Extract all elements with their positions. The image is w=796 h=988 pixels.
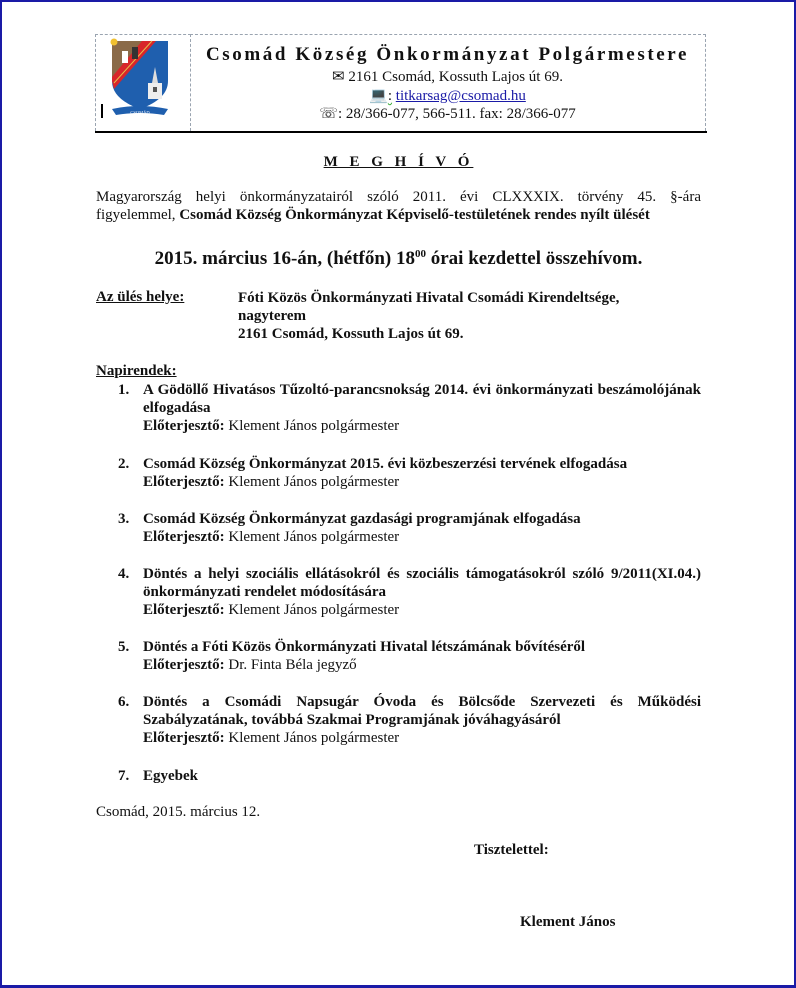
date-before: 2015. március 16-án, (hétfőn) 18 xyxy=(154,248,415,269)
email-colon: : xyxy=(387,88,393,104)
agenda-presenter xyxy=(143,601,701,619)
agenda-number: 4. xyxy=(118,566,130,582)
presenter-name: Klement János polgármester xyxy=(228,602,400,618)
intro-line-1: Magyarország helyi önkormányzatairól szóló 2011. évi CLXXXIX. törvény 45. §-ára xyxy=(96,189,701,205)
agenda-item xyxy=(118,381,701,435)
document-title: M E G H Í V Ó xyxy=(323,154,474,170)
place-line: nagyterem xyxy=(238,308,307,324)
place-line: Fóti Közös Önkormányzati Hivatal Csomádi Kirendeltsége, xyxy=(238,290,620,306)
presenter-name: Klement János polgármester xyxy=(228,474,400,490)
letterhead xyxy=(95,34,707,132)
regards: Tisztelettel: xyxy=(474,842,549,858)
agenda-item xyxy=(118,767,701,785)
closing-place-date: Csomád, 2015. március 12. xyxy=(96,804,261,820)
email-link[interactable]: titkarsag@csomad.hu xyxy=(395,88,526,104)
date-sup: 00 xyxy=(415,248,426,260)
agenda-number: 1. xyxy=(118,382,130,398)
presenter-name: Klement János polgármester xyxy=(228,529,400,545)
intro-line-2-bold: Csomád Község Önkormányzat Képviselő-testületének rendes nyílt ülését xyxy=(179,207,650,223)
address-line xyxy=(190,67,705,86)
phone-text: : 28/366-077, 566-511. fax: 28/366-077 xyxy=(338,106,576,122)
meeting-date xyxy=(96,248,701,270)
presenter-name: Klement János polgármester xyxy=(228,418,400,434)
telephone-icon: ☏ xyxy=(319,106,338,122)
crest-label: CSOMÁD xyxy=(130,110,150,115)
agenda-text: Döntés a helyi szociális ellátásokról és szociális támogatásokról szóló 9/2011(XI.04.) önkormányzati rendelet módosítására xyxy=(143,566,701,600)
agenda-text: A Gödöllő Hivatásos Tűzoltó-parancsnokság 2014. évi önkormányzati beszámolójának elfogadása xyxy=(143,382,701,416)
text-cursor xyxy=(101,104,103,118)
place-line: 2161 Csomád, Kossuth Lajos út 69. xyxy=(238,326,464,342)
agenda-number: 6. xyxy=(118,694,130,710)
agenda-item xyxy=(118,455,701,491)
computer-icon: 💻 xyxy=(369,88,388,104)
agenda-item xyxy=(118,638,701,674)
agenda-item xyxy=(118,565,701,619)
envelope-icon: ✉ xyxy=(332,69,345,85)
agenda-presenter xyxy=(143,729,701,747)
agenda-presenter xyxy=(143,656,701,674)
org-title: Csomád Község Önkormányzat Polgármestere xyxy=(205,44,690,65)
presenter-name: Klement János polgármester xyxy=(228,730,400,746)
header-divider xyxy=(95,131,707,133)
signer-name: Klement János xyxy=(520,914,616,930)
address-text: 2161 Csomád, Kossuth Lajos út 69. xyxy=(348,69,563,85)
presenter-label: Előterjesztő: xyxy=(143,529,225,545)
intro-paragraph xyxy=(96,188,701,224)
agenda-number: 7. xyxy=(118,768,130,784)
agenda-item xyxy=(118,693,701,747)
agenda-text: Egyebek xyxy=(143,768,199,784)
agenda-text: Döntés a Csomádi Napsugár Óvoda és Bölcsőde Szervezeti és Működési Szabályzatának, továbbá Szakmai Programjának jóváhagyásáról xyxy=(143,694,701,728)
agenda-label: Napirendek: xyxy=(96,363,177,379)
place-value xyxy=(238,289,619,343)
agenda-number: 5. xyxy=(118,639,130,655)
agenda-number: 2. xyxy=(118,456,130,472)
agenda-presenter xyxy=(143,473,701,491)
agenda-item xyxy=(118,510,701,546)
presenter-label: Előterjesztő: xyxy=(143,602,225,618)
agenda-number: 3. xyxy=(118,511,130,527)
letterhead-text-cell xyxy=(190,34,706,131)
agenda-presenter xyxy=(143,417,701,435)
agenda-text: Csomád Község Önkormányzat gazdasági programjának elfogadása xyxy=(143,511,581,527)
agenda-presenter xyxy=(143,528,701,546)
presenter-label: Előterjesztő: xyxy=(143,730,225,746)
letterhead-logo-cell xyxy=(95,34,191,131)
presenter-name: Dr. Finta Béla jegyző xyxy=(228,657,357,673)
agenda-text: Döntés a Fóti Közös Önkormányzati Hivatal létszámának bővítéséről xyxy=(143,639,586,655)
place-label: Az ülés helye: xyxy=(96,289,185,305)
phone-line xyxy=(190,104,705,123)
presenter-label: Előterjesztő: xyxy=(143,418,225,434)
agenda-text: Csomád Község Önkormányzat 2015. évi közbeszerzési tervének elfogadása xyxy=(143,456,628,472)
email-line xyxy=(190,86,705,105)
presenter-label: Előterjesztő: xyxy=(143,657,225,673)
presenter-label: Előterjesztő: xyxy=(143,474,225,490)
date-after: órai kezdettel összehívom. xyxy=(426,248,643,269)
coat-of-arms-logo xyxy=(108,37,172,119)
intro-line-2-plain: figyelemmel, xyxy=(96,207,180,223)
